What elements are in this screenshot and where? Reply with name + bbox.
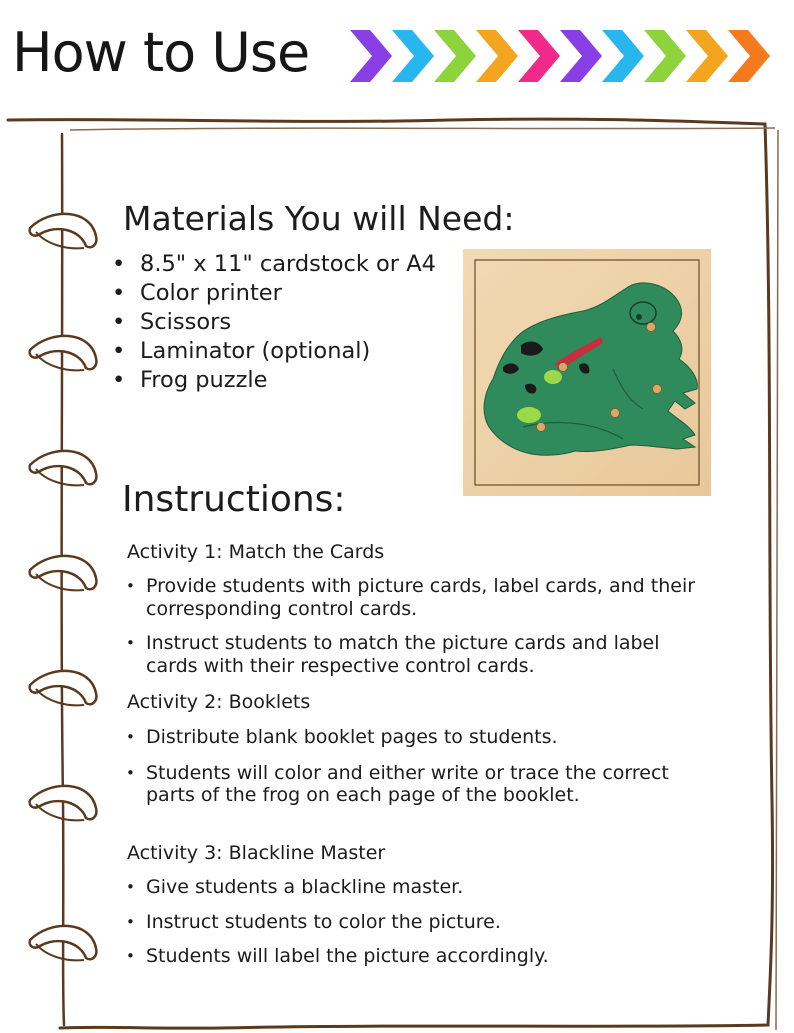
chevron-arrow	[350, 30, 392, 82]
materials-heading: Materials You will Need:	[123, 199, 515, 238]
frog-eye	[630, 302, 656, 324]
activity-heading: Activity 1: Match the Cards	[127, 541, 385, 563]
chevron-arrow	[392, 30, 434, 82]
materials-item: • Laminator (optional)	[112, 337, 436, 366]
activity-steps	[126, 726, 706, 807]
puzzle-knob	[559, 363, 568, 372]
materials-item: • Color printer	[112, 279, 436, 308]
activity-step: • Provide students with picture cards, label cards, and their corresponding control cards.	[126, 575, 706, 620]
activity-step: • Instruct students to color the picture.	[126, 911, 706, 934]
activity-heading: Activity 2: Booklets	[127, 691, 311, 713]
chevron-arrow	[518, 30, 560, 82]
page-title: How to Use	[12, 21, 310, 84]
puzzle-knob	[653, 385, 662, 394]
binder-ring	[30, 556, 97, 589]
activity-steps	[126, 575, 706, 677]
frog-lung	[544, 370, 562, 384]
activity-step: • Distribute blank booklet pages to students.	[126, 726, 706, 749]
activity-step: • Instruct students to match the picture cards and label cards with their respective control cards.	[126, 632, 706, 677]
chevron-arrow	[560, 30, 602, 82]
instructions-heading: Instructions:	[122, 479, 346, 520]
materials-item: • 8.5" x 11" cardstock or A4	[112, 250, 436, 279]
activity-step: • Students will label the picture accordingly.	[126, 945, 706, 968]
activity-step: • Students will color and either write or trace the correct parts of the frog on each page of the booklet.	[126, 762, 706, 807]
materials-item: • Frog puzzle	[112, 366, 436, 395]
puzzle-knob	[647, 323, 656, 332]
chevron-banner	[350, 28, 790, 84]
chevron-arrow	[728, 30, 770, 82]
puzzle-knob	[611, 409, 620, 418]
notebook-page-inner-edge	[62, 134, 64, 1025]
materials-list	[112, 250, 436, 395]
activity-step: • Give students a blackline master.	[126, 876, 706, 899]
activity-steps	[126, 876, 706, 968]
chevron-arrow	[602, 30, 644, 82]
chevron-arrow	[476, 30, 518, 82]
materials-item: • Scissors	[112, 308, 436, 337]
chevron-arrow	[644, 30, 686, 82]
activity-heading: Activity 3: Blackline Master	[127, 842, 386, 864]
chevron-arrow	[434, 30, 476, 82]
chevron-arrow	[686, 30, 728, 82]
frog-eye-pupil	[636, 314, 642, 320]
puzzle-knob	[537, 423, 546, 432]
frog-lung	[517, 407, 541, 423]
frog-puzzle-photo	[463, 249, 711, 496]
